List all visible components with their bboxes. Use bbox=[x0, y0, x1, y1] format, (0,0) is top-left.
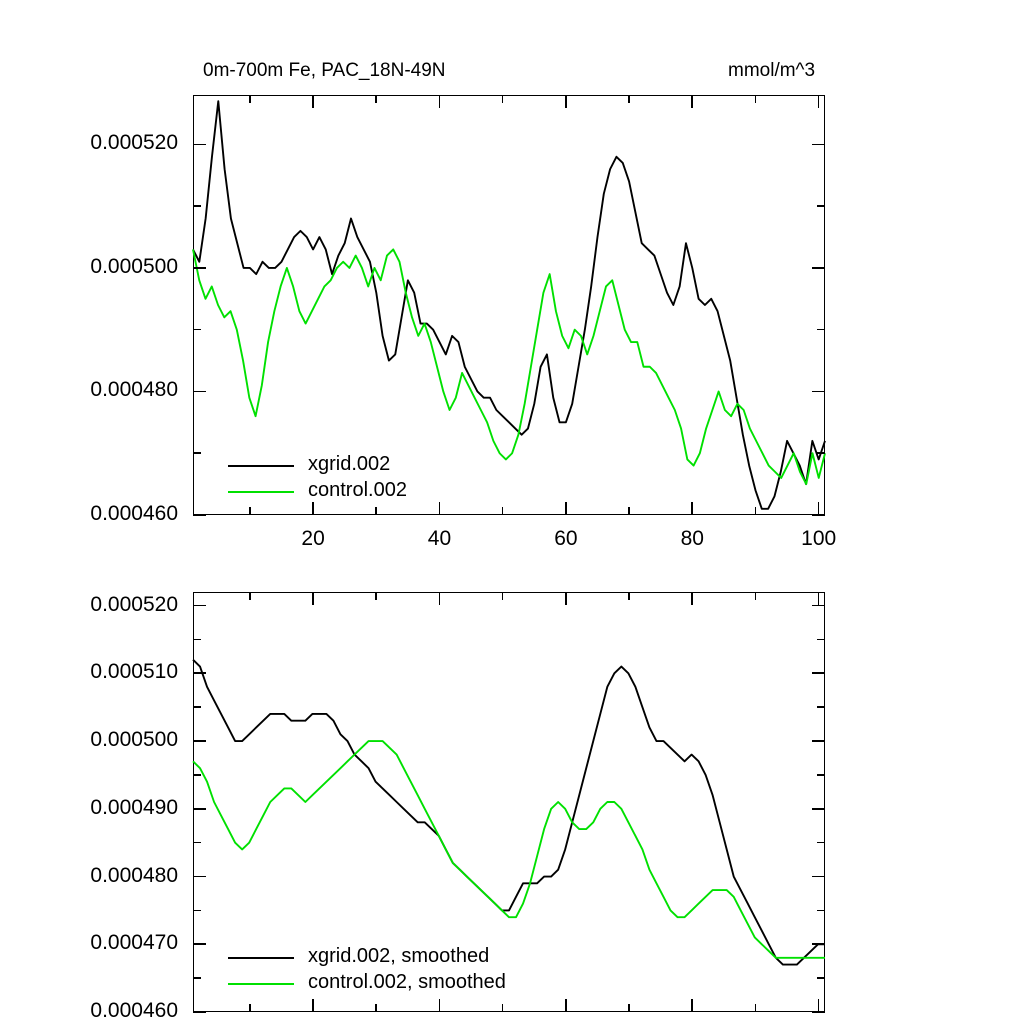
axis-minor-tick bbox=[193, 910, 201, 912]
axis-tick bbox=[439, 592, 441, 605]
axis-tick bbox=[193, 1011, 206, 1013]
legend-label: control.002 bbox=[308, 479, 407, 501]
axis-tick bbox=[812, 672, 825, 674]
x-axis-tick-label: 40 bbox=[427, 527, 452, 550]
y-axis-tick-label: 0.000520 bbox=[90, 592, 178, 616]
axis-tick bbox=[312, 999, 314, 1012]
axis-minor-tick bbox=[249, 1004, 251, 1012]
axis-tick bbox=[193, 876, 206, 878]
axis-minor-tick bbox=[193, 842, 201, 844]
axis-tick bbox=[691, 592, 693, 605]
panel1-title: 0m-700m Fe, PAC_18N-49N bbox=[203, 60, 446, 81]
axis-minor-tick bbox=[817, 774, 825, 776]
axis-tick bbox=[565, 999, 567, 1012]
axis-tick bbox=[691, 999, 693, 1012]
x-axis-tick-label: 20 bbox=[301, 527, 325, 550]
legend-label: control.002, smoothed bbox=[308, 971, 506, 993]
y-axis-tick-label: 0.000460 bbox=[90, 502, 178, 525]
legend-label: xgrid.002, smoothed bbox=[308, 945, 490, 967]
axis-tick bbox=[818, 999, 820, 1012]
axis-tick bbox=[812, 943, 825, 945]
axis-minor-tick bbox=[817, 910, 825, 912]
axis-minor-tick bbox=[193, 774, 201, 776]
axis-minor-tick bbox=[249, 592, 251, 600]
legend-label: xgrid.002 bbox=[308, 453, 391, 475]
axis-tick bbox=[193, 943, 206, 945]
axis-minor-tick bbox=[817, 639, 825, 641]
y-axis-tick-label: 0.000490 bbox=[90, 795, 178, 819]
axis-minor-tick bbox=[817, 842, 825, 844]
axis-tick bbox=[812, 876, 825, 878]
y-axis-tick-label: 0.000500 bbox=[90, 254, 178, 278]
legend-line-swatch bbox=[228, 983, 294, 985]
axis-minor-tick bbox=[193, 639, 201, 641]
axis-minor-tick bbox=[375, 1004, 377, 1012]
axis-tick bbox=[312, 592, 314, 605]
y-axis-tick-label: 0.000470 bbox=[90, 931, 178, 955]
panel1-units-label: mmol/m^3 bbox=[728, 60, 816, 81]
legend-line-swatch bbox=[228, 957, 294, 959]
axis-minor-tick bbox=[755, 592, 757, 600]
y-axis-tick-label: 0.000510 bbox=[90, 660, 178, 684]
axis-tick bbox=[193, 808, 206, 810]
y-axis-tick-label: 0.000480 bbox=[90, 378, 178, 402]
axis-minor-tick bbox=[755, 1004, 757, 1012]
axis-tick bbox=[193, 740, 206, 742]
axis-tick bbox=[812, 740, 825, 742]
x-axis-tick-label: 100 bbox=[801, 527, 837, 550]
axis-tick bbox=[812, 808, 825, 810]
axis-tick bbox=[818, 592, 820, 605]
axis-minor-tick bbox=[502, 1004, 504, 1012]
axis-minor-tick bbox=[817, 706, 825, 708]
axis-minor-tick bbox=[375, 592, 377, 600]
axis-minor-tick bbox=[817, 977, 825, 979]
axis-minor-tick bbox=[193, 977, 201, 979]
x-axis-tick-label: 80 bbox=[680, 527, 704, 550]
axis-minor-tick bbox=[193, 706, 201, 708]
axis-tick bbox=[193, 605, 206, 607]
y-axis-tick-label: 0.000460 bbox=[90, 999, 178, 1022]
y-axis-tick-label: 0.000520 bbox=[90, 131, 178, 155]
axis-tick bbox=[193, 672, 206, 674]
y-axis-tick-label: 0.000480 bbox=[90, 863, 178, 887]
x-axis-tick-label: 60 bbox=[554, 527, 578, 550]
series-line bbox=[193, 741, 825, 958]
y-axis-tick-label: 0.000500 bbox=[90, 728, 178, 752]
series-line bbox=[193, 660, 825, 965]
axis-tick bbox=[565, 592, 567, 605]
axis-tick bbox=[439, 999, 441, 1012]
axis-minor-tick bbox=[502, 592, 504, 600]
axis-minor-tick bbox=[628, 1004, 630, 1012]
axis-minor-tick bbox=[628, 592, 630, 600]
